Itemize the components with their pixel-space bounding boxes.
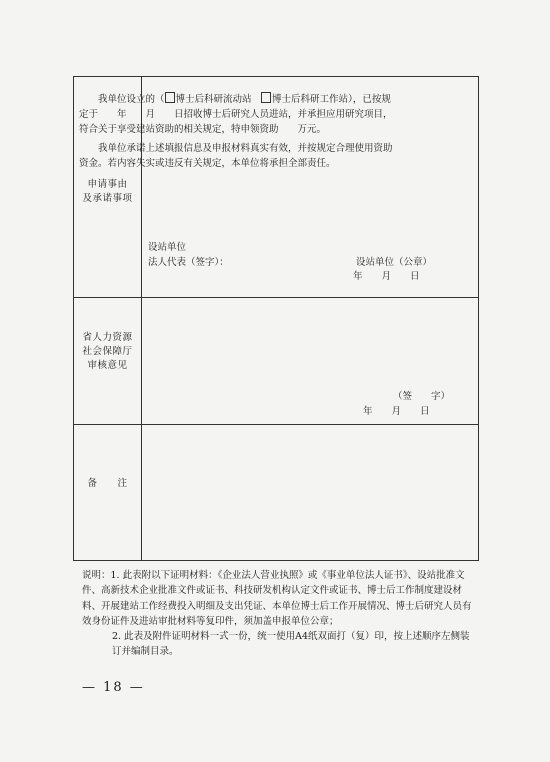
label-line: 申请事由 xyxy=(87,179,128,190)
checkbox-icon[interactable] xyxy=(261,92,271,103)
application-date: 年 月 日 xyxy=(353,271,420,282)
review-sign: （签 字） xyxy=(393,391,451,402)
text-span: 已按规定于 年 月 日招收博士后研究人员进站，并承担应用研究项目，符合关于享受建站资助的相关规定，特申领资助 万元。 xyxy=(79,94,393,135)
application-row-label xyxy=(74,178,141,206)
application-paragraph-1 xyxy=(79,92,395,137)
label-line: 备 注 xyxy=(87,478,128,489)
note-2: 2. 此表及附件证明材料一式一份，统一使用A4纸双面打（复）印，按上述顺序左侧装订并编制目录。 xyxy=(112,631,470,658)
row-divider-2 xyxy=(74,424,478,425)
note-1: 说明：1. 此表附以下证明材料：《企业法人营业执照》或《事业单位法人证书》、设站批准文件、高新技术企业批准文件或证书、科技研发机构认定文件或证书、博士后工作制度建设材料、开展建站工作经费投入明细及支出凭证、本单位博士后工作开展情况、博士后研究人员有效身份证件及进站审批材料等复印件，须加盖申报单位公章； xyxy=(82,570,472,627)
sig-left-line1: 设站单位 xyxy=(148,242,187,253)
review-row-label xyxy=(74,331,141,373)
label-line: 社会保障厅 xyxy=(82,346,133,357)
row-divider-1 xyxy=(74,297,478,298)
label-line: 及承诺事项 xyxy=(82,193,133,204)
application-paragraph-2: 我单位承诺上述填报信息及申报材料真实有效，并按规定合理使用资助资金。若内容失实或违反有关规定，本单位将承担全部责任。 xyxy=(79,143,393,169)
review-date: 年 月 日 xyxy=(363,406,430,417)
text-span: ）， xyxy=(348,94,363,105)
label-line: 省人力资源 xyxy=(82,332,133,343)
sig-left-line2: 法人代表（签字）： xyxy=(148,257,229,268)
remarks-row-label xyxy=(74,477,141,491)
option-postdoc-mobile-station: 博士后科研流动站 xyxy=(175,94,252,105)
notes-section xyxy=(82,568,478,660)
option-postdoc-workstation: 博士后科研工作站 xyxy=(272,94,349,105)
label-line: 审核意见 xyxy=(87,360,128,371)
checkbox-icon[interactable] xyxy=(165,92,175,103)
text-span: 我单位设立的（ xyxy=(98,94,165,105)
sig-right: 设站单位（公章） xyxy=(356,257,433,268)
page-number: — 18 — xyxy=(82,680,145,695)
